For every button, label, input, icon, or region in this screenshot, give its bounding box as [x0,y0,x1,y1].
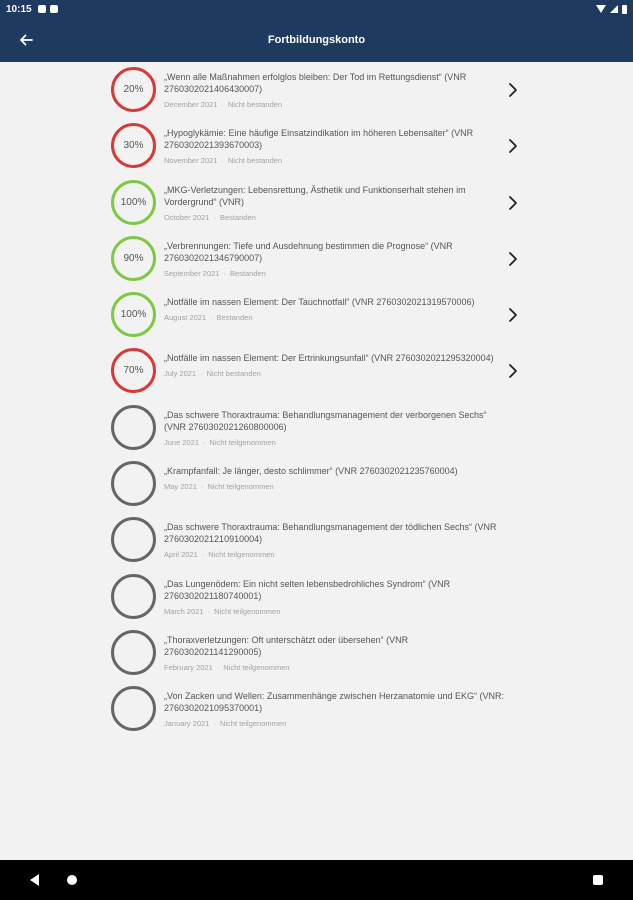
list-item [0,400,633,456]
course-status: Nicht bestanden [227,100,283,109]
signal-icon [610,5,618,13]
course-meta [164,269,504,278]
course-date: May 2021 [164,482,197,492]
course-date: July 2021 [164,369,197,379]
item-text [164,690,504,728]
score-ring [111,461,156,506]
course-meta [164,607,504,616]
separator-dot: · [213,212,216,222]
list-item [0,625,633,681]
item-text [164,296,504,322]
score-ring [111,574,156,619]
course-title: „Notfälle im nassen Element: Der Tauchnotfall“ (VNR 2760302021319570006) [164,297,475,308]
course-date: April 2021 [164,550,198,560]
score-ring [111,405,156,450]
separator-dot: · [200,369,203,379]
score-ring: 90% [111,236,156,281]
nav-recents-icon[interactable] [593,875,603,885]
score-ring: 70% [111,348,156,393]
course-title: „Krampfanfall: Je länger, desto schlimmer“ (VNR 2760302021235760004) [164,466,458,477]
course-list [0,62,633,738]
status-time: 10:15 [6,3,32,15]
course-date: October 2021 [164,212,210,222]
course-date: September 2021 [164,268,220,278]
list-item[interactable] [0,231,633,287]
item-text [164,409,504,447]
battery-icon [622,5,627,14]
course-status: Nicht teilgenommen [219,719,287,729]
list-item [0,456,633,512]
status-bar [0,0,633,18]
course-meta [164,100,504,109]
item-text [164,465,504,491]
course-title: „Thoraxverletzungen: Oft unterschätzt oder übersehen“ (VNR 2760302021141290005) [164,634,409,657]
app-bar [0,18,633,62]
course-title: „Notfälle im nassen Element: Der Ertrinkungsunfall“ (VNR 2760302021295320004) [164,353,494,364]
chevron-right-icon[interactable] [505,193,521,213]
nav-home-icon[interactable] [67,875,77,885]
course-status: Nicht teilgenommen [207,482,274,492]
course-meta [164,438,504,447]
separator-dot: · [207,606,211,616]
list-item [0,681,633,737]
separator-dot: · [216,662,220,672]
score-ring: 100% [111,292,156,337]
course-date: January 2021 [164,719,210,729]
course-meta [164,213,504,222]
score-ring [111,517,156,562]
system-nav-bar [0,860,633,900]
course-meta [164,369,504,378]
course-title: „Das schwere Thoraxtrauma: Behandlungsmanagement der tödlichen Sechs“ (VNR 2760302021210910004) [164,522,497,545]
separator-dot: · [221,156,224,166]
chevron-right-icon[interactable] [505,136,521,156]
course-meta [164,156,504,165]
wifi-icon [596,5,606,13]
nav-back-icon[interactable] [30,874,39,886]
chevron-right-icon[interactable] [505,249,521,269]
item-text [164,578,504,616]
course-title: „Verbrennungen: Tiefe und Ausdehnung bestimmen die Prognose“ (VNR 2760302021346790007) [164,240,453,263]
back-button[interactable] [14,28,38,52]
score-ring: 20% [111,67,156,112]
list-item[interactable] [0,62,633,118]
separator-dot: · [210,313,213,323]
course-title: „Das Lungenödem: Ein nicht selten lebensbedrohliches Syndrom“ (VNR 2760302021180740001) [164,578,451,601]
chevron-right-icon[interactable] [505,305,521,325]
course-title: „Wenn alle Maßnahmen erfolglos bleiben: Der Tod im Rettungsdienst“ (VNR 2760302021406430007) [164,72,467,94]
item-text [164,71,504,109]
course-status: Nicht bestanden [206,369,261,379]
course-title: „MKG-Verletzungen: Lebensrettung, Ästhetik und Funktionserhalt stehen im Vordergrund“ (VNR) [164,184,466,207]
course-status: Nicht teilgenommen [223,662,290,672]
course-status: Nicht teilgenommen [214,606,281,616]
course-date: February 2021 [164,662,213,672]
course-title: „Von Zacken und Wellen: Zusammenhänge zwischen Herzanatomie und EKG“ (VNR: 2760302021095370001) [164,691,504,714]
list-item[interactable] [0,118,633,174]
separator-dot: · [213,719,216,729]
course-date: November 2021 [164,156,218,166]
course-date: December 2021 [164,100,218,109]
score-ring [111,686,156,731]
score-ring: 100% [111,180,156,225]
score-ring: 30% [111,123,156,168]
score-ring [111,630,156,675]
course-status: Nicht bestanden [227,156,283,166]
course-title: „Das schwere Thoraxtrauma: Behandlungsmanagement der verborgenen Sechs“ (VNR 2760302021260800006) [164,409,487,432]
course-meta [164,482,504,491]
course-meta [164,663,504,672]
course-status: Nicht teilgenommen [208,550,275,560]
page-title: Fortbildungskonto [267,34,366,46]
separator-dot: · [200,482,204,492]
status-icons [596,5,627,14]
course-status: Nicht teilgenommen [209,437,276,447]
course-date: August 2021 [164,313,207,323]
separator-dot: · [221,100,224,109]
separator-dot: · [223,268,226,278]
course-meta [164,313,504,322]
course-date: March 2021 [164,606,204,616]
course-title: „Hypoglykämie: Eine häufige Einsatzindikation im höheren Lebensalter“ (VNR 2760302021393670003) [164,128,474,151]
course-meta [164,550,504,559]
list-item[interactable] [0,343,633,399]
item-text [164,127,504,165]
separator-dot: · [203,437,206,447]
arrow-left-icon [19,33,33,47]
item-text [164,184,504,222]
sd-card-icon [50,5,58,13]
list-item[interactable] [0,287,633,343]
item-text [164,352,504,378]
item-text [164,240,504,278]
item-text [164,521,504,559]
chevron-right-icon[interactable] [505,80,521,100]
separator-dot: · [201,550,205,560]
course-status: Bestanden [229,268,266,278]
course-date: June 2021 [164,437,200,447]
course-status: Bestanden [216,313,253,323]
course-meta [164,719,504,728]
chevron-right-icon[interactable] [505,361,521,381]
course-status: Bestanden [219,212,256,222]
list-item[interactable] [0,175,633,231]
notification-icon [38,5,46,13]
list-item [0,569,633,625]
list-item [0,512,633,568]
item-text [164,634,504,672]
